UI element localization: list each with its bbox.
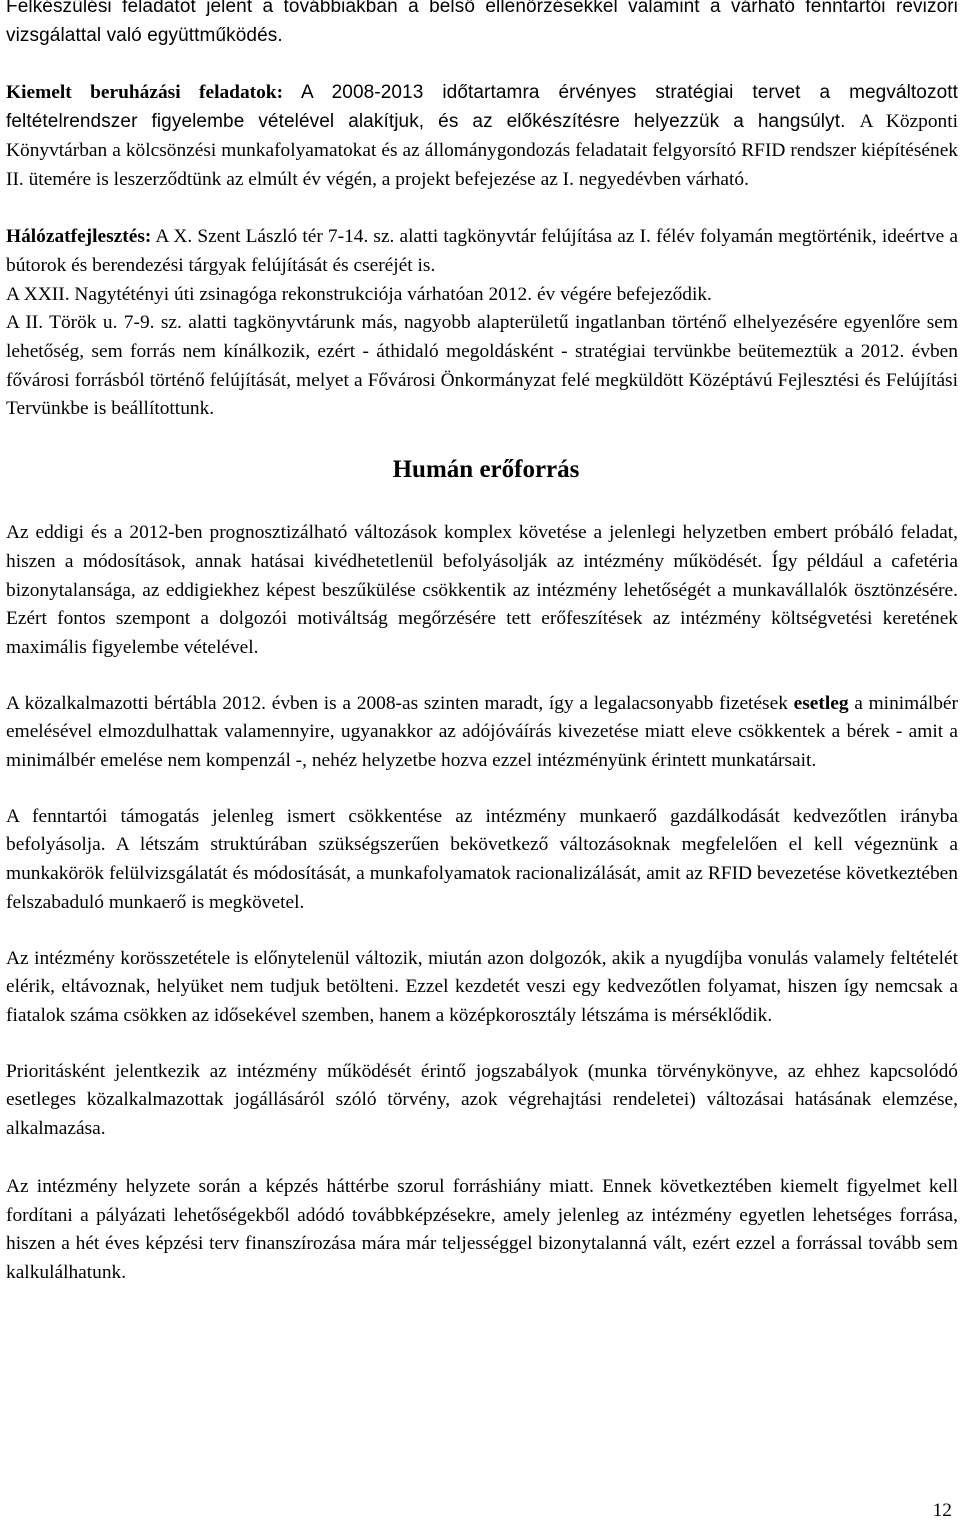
network-label: Hálózatfejlesztés:: [6, 226, 152, 248]
section-heading: Humán erőforrás: [392, 456, 580, 484]
investment-paragraph: [6, 79, 958, 194]
investment-text-b: A Központi Könyvtárban a kölcsönzési munkafolyamatokat és az állománygondozás feladatait felgyorsító RFID rendszer kiépítésének II. ütemére is leszerződtünk az elmúlt év végén, a projekt befejezése az I. negyedévben várható.: [6, 111, 958, 190]
hr-paragraph-6: Az intézmény helyzete során a képzés háttérbe szorul forráshiány miatt. Ennek következtében kiemelt figyelmet kell fordítani a pályázati lehetőségekből adódó továbbképzésekre, amely jelenleg az intézmény egyetlen lehetséges forrása, hiszen a hét éves képzési terv finanszírozása mára már teljességgel bizonytalanná vált, ezért ezzel a forrással tovább sem kalkulálhatunk.: [6, 1175, 958, 1283]
hr-paragraph-4: Az intézmény korösszetétele is előnytelenül változik, miután azon dolgozók, akik a nyugdíjba vonulás valamely feltételét elérik, eltávoznak, helyüket nem tudjuk betölteni. Ezzel kezdetét veszi egy kedvezőtlen folyamat, hiszen így nemcsak a fiatalok száma csökken az idősekével szemben, hanem a középkorosztály létszáma is mérséklődik.: [6, 947, 958, 1026]
investment-label: Kiemelt beruházási feladatok:: [6, 82, 284, 104]
page-number: 12: [932, 1500, 952, 1521]
hr-paragraph-2: [6, 690, 958, 776]
hr-paragraph-2-part-b: a minimálbér emelésével elmozdulhattak valamennyire, ugyanakkor az adójóváírás kivezetése miatt eleve csökkentek a bérek - amit a minimálbér emelése nem kompenzál -, nehéz helyzetbe hozva ezzel intézményünk érintett munkatársait.: [6, 692, 958, 772]
hr-paragraph-1: Az eddigi és a 2012-ben prognosztizálható változások komplex követése a jelenlegi helyzetben embert próbáló feladat, hiszen a módosítások, annak hatásai kivédhetetlenül befolyásolják az intézmény működését. Így például a cafetéria bizonytalansága, az eddigiekhez képest beszűkülése csökkentik az intézmény lehetőségét a munkavállalók ösztönzésére. Ezért fontos szempont a dolgozói motiváltság megőrzésére tett erőfeszítések az intézmény költségvetési keretének maximális figyelembe vételével.: [6, 522, 958, 658]
hr-paragraph-2-part-a: A közalkalmazotti bértábla 2012. évben is a 2008-as szinten maradt, így a legalacsonyabb fizetések: [6, 692, 794, 714]
hr-paragraph-5: Prioritásként jelentkezik az intézmény működését érintő jogszabályok (munka törvénykönyve, az ehhez kapcsolódó esetleges közalkalmazottak jogállásáról szóló törvény, azok végrehajtási rendeletei) változásai hatásának elemzése, alkalmazása.: [6, 1060, 958, 1140]
hr-paragraph-3: A fenntartói támogatás jelenleg ismert csökkentése az intézmény munkaerő gazdálkodását kedvezőtlen irányba befolyásolja. A létszám struktúrában szükségszerűen bekövetkező változásoknak megfelelően el kell végeznünk a munkakörök felülvizsgálatát és módosítását, a munkafolyamatok racionalizálását, amit az RFID bevezetése következtében felszabaduló munkaerő is megkövetel.: [6, 805, 958, 913]
network-paragraph-2: [6, 281, 958, 310]
hr-paragraph-2-bold: esetleg: [793, 692, 849, 714]
document-page: [6, 0, 958, 1288]
network-text-1: A X. Szent László tér 7-14. sz. alatti tagkönyvtár felújítása az I. félév folyamán megtörténik, ideértve a bútorok és berendezési tárgyak felújítását és cseréjét is.: [6, 226, 958, 276]
network-paragraph-3: [6, 309, 958, 424]
intro-paragraph: [6, 0, 958, 50]
investment-text-a: A 2008-2013 időtartamra érvényes stratégiai tervet a megváltozott feltételrendszer figyelembe vételével alakítjuk, és az előkészítésre helyezzük a hangsúlyt.: [6, 82, 958, 133]
network-text-2: A XXII. Nagytétényi úti zsinagóga rekonstrukciója várhatóan 2012. év végére befejeződik.: [6, 283, 712, 305]
intro-text: Felkészülési feladatot jelent a továbbiakban a belső ellenőrzésekkel valamint a várható fenntartói revizori vizsgálattal való együttműködés.: [6, 0, 958, 46]
network-text-3: A II. Török u. 7-9. sz. alatti tagkönyvtárunk más, nagyobb alapterületű ingatlanban történő elhelyezésére egyenlőre sem lehetőség, sem forrás nem kínálkozik, ezért - áthidaló megoldásként - stratégiai tervünkbe beütemeztük a 2012. évben fővárosi forrásból történő felújítását, melyet a Fővárosi Önkormányzat felé megküldött Középtávú Fejlesztési és Felújítási Tervünkbe is beállítottunk.: [6, 312, 958, 420]
network-paragraph: [6, 223, 958, 280]
